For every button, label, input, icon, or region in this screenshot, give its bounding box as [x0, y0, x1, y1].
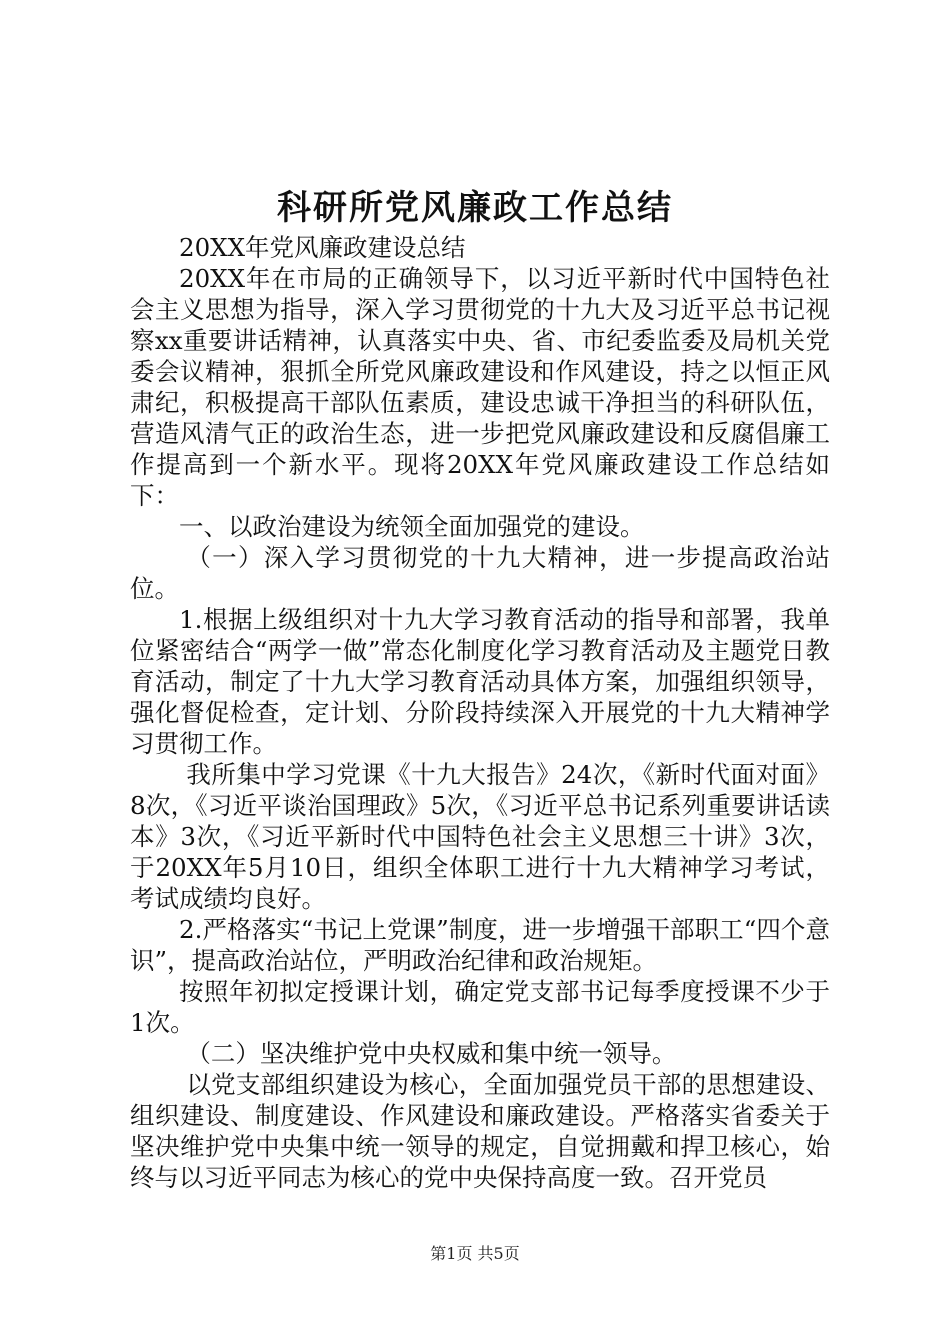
heading-subsection-1: （一）深入学习贯彻党的十九大精神，进一步提高政治站位。: [130, 543, 830, 603]
paragraph-study-stats: 我所集中学习党课《十九大报告》24次，《新时代面对面》8次，《习近平谈治国理政》5次，《习近平总书记系列重要讲话读本》3次，《习近平新时代中国特色社会主义思想三十讲》3次，于20XX年5月10日，组织全体职工进行十九大精神学习考试，考试成绩均良好。: [130, 760, 830, 913]
heading-section-1: 一、以政治建设为统领全面加强党的建设。: [179, 512, 645, 541]
paragraph-party-building: 以党支部组织建设为核心，全面加强党员干部的思想建设、组织建设、制度建设、作风建设和廉政建设。严格落实省委关于坚决维护党中央集中统一领导的规定，自觉拥戴和捍卫核心，始终与以习近平同志为核心的党中央保持高度一致。召开党员: [130, 1070, 830, 1192]
heading-subsection-2: （二）坚决维护党中央权威和集中统一领导。: [186, 1039, 677, 1068]
paragraph-item-2: 2.严格落实“书记上党课”制度，进一步增强干部职工“四个意识”，提高政治站位，严明政治纪律和政治规矩。: [130, 915, 830, 975]
paragraph-intro: 20XX年在市局的正确领导下，以习近平新时代中国特色社会主义思想为指导，深入学习贯彻党的十九大及习近平总书记视察xx重要讲话精神，认真落实中央、省、市纪委监委及局机关党委会议精神，狠抓全所党风廉政建设和作风建设，持之以恒正风肃纪，积极提高干部队伍素质，建设忠诚干净担当的科研队伍，营造风清气正的政治生态，进一步把党风廉政建设和反腐倡廉工作提高到一个新水平。现将20XX年党风廉政建设工作总结如下：: [130, 264, 830, 510]
paragraph-lecture-plan: 按照年初拟定授课计划，确定党支部书记每季度授课不少于1次。: [130, 977, 830, 1037]
page-footer: 第1页 共5页: [430, 1244, 520, 1263]
document-title: 科研所党风廉政工作总结: [277, 188, 673, 228]
paragraph-subtitle: 20XX年党风廉政建设总结: [179, 233, 466, 262]
paragraph-item-1: 1.根据上级组织对十九大学习教育活动的指导和部署，我单位紧密结合“两学一做”常态化制度化学习教育活动及主题党日教育活动，制定了十九大学习教育活动具体方案，加强组织领导，强化督促检查，定计划、分阶段持续深入开展党的十九大精神学习贯彻工作。: [130, 605, 830, 758]
document-body: [130, 232, 830, 1193]
